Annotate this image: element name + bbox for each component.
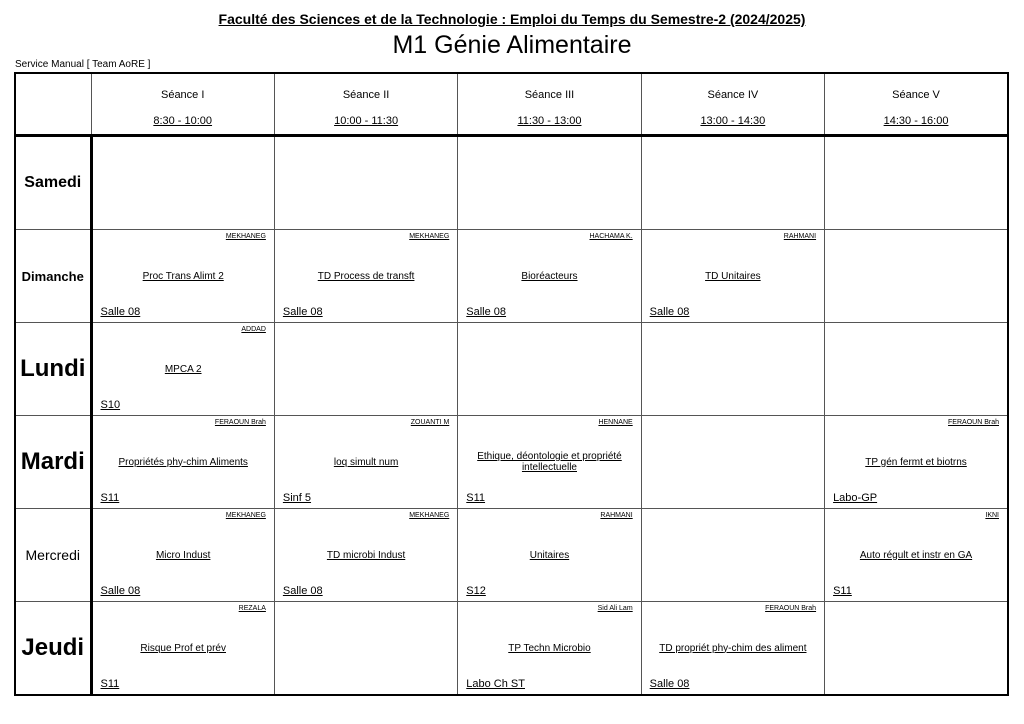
teacher-name: IKNI [985, 512, 999, 519]
slot-cell [274, 509, 457, 602]
slot-cell [274, 416, 457, 509]
teacher-name: RAHMANI [600, 512, 633, 519]
teacher-name: REZALA [238, 605, 266, 612]
course-name: Risque Prof et prév [140, 642, 226, 654]
slot-cell [458, 230, 641, 323]
corner-cell [15, 73, 91, 136]
session-time: 10:00 - 11:30 [334, 115, 399, 127]
slot-cell [825, 230, 1008, 323]
session-header [274, 73, 457, 136]
slot-cell [641, 416, 824, 509]
session-time: 11:30 - 13:00 [517, 115, 582, 127]
room-label: Labo-GP [833, 492, 878, 504]
room-label: S11 [466, 492, 486, 504]
teacher-name: FERAOUN Brah [765, 605, 817, 612]
slot-cell [91, 323, 274, 416]
day-row [15, 509, 1008, 602]
room-label: Salle 08 [100, 306, 141, 318]
day-row [15, 416, 1008, 509]
teacher-name: HENNANE [598, 419, 633, 426]
day-label: Samedi [15, 136, 91, 230]
day-row [15, 323, 1008, 416]
course-name: MPCA 2 [164, 363, 202, 375]
slot-cell [91, 509, 274, 602]
course-name: Bioréacteurs [521, 270, 578, 282]
timetable [14, 72, 1009, 696]
teacher-name: ZOUANTI M [410, 419, 450, 426]
slot-cell [274, 230, 457, 323]
room-label: S12 [466, 585, 486, 597]
session-name: Séance I [160, 89, 205, 101]
teacher-name: Sid Ali Lam [597, 605, 633, 612]
day-row [15, 602, 1008, 696]
day-label: Mardi [15, 416, 91, 509]
session-name: Séance V [892, 89, 940, 101]
room-label: S11 [100, 492, 120, 504]
course-name: TP gén fermt et biotrns [865, 456, 967, 468]
course-name: Micro Indust [155, 549, 211, 561]
course-name: Ethique, déontologie et propriété intellectuelle [477, 451, 622, 473]
session-header [91, 73, 274, 136]
slot-cell [91, 416, 274, 509]
program-title: M1 Génie Alimentaire [392, 31, 632, 59]
day-label: Jeudi [15, 602, 91, 696]
session-name: Séance II [342, 89, 390, 101]
room-label: Salle 08 [100, 585, 141, 597]
slot-cell [91, 136, 274, 230]
session-time: 8:30 - 10:00 [153, 115, 213, 127]
slot-cell [825, 136, 1008, 230]
session-name: Séance III [524, 89, 575, 101]
teacher-name: MEKHANEG [409, 512, 450, 519]
room-label: Salle 08 [649, 678, 690, 690]
course-name: Proc Trans Alimt 2 [142, 270, 224, 282]
day-row [15, 230, 1008, 323]
session-time: 13:00 - 14:30 [700, 115, 766, 127]
slot-cell [274, 136, 457, 230]
slot-cell [274, 602, 457, 696]
room-label: Sinf 5 [282, 492, 312, 504]
slot-cell [825, 416, 1008, 509]
room-label: S10 [100, 399, 121, 411]
slot-cell [641, 136, 824, 230]
course-name: TD Process de transft [317, 270, 415, 282]
document-title: Faculté des Sciences et de la Technologie : Emploi du Temps du Semestre-2 (2024/2025) [218, 11, 806, 27]
session-header [641, 73, 824, 136]
slot-cell [641, 230, 824, 323]
teacher-name: RAHMANI [783, 233, 817, 240]
room-label: S11 [100, 678, 120, 690]
slot-cell [641, 323, 824, 416]
slot-cell [641, 602, 824, 696]
service-label: Service Manual [ Team AoRE ] [15, 59, 151, 70]
course-name: TD microbi Indust [326, 549, 406, 561]
teacher-name: FERAOUN Brah [948, 419, 999, 426]
day-label: Lundi [15, 323, 91, 416]
day-label: Mercredi [15, 509, 91, 602]
room-label: Salle 08 [466, 306, 507, 318]
slot-cell [825, 509, 1008, 602]
slot-cell [458, 416, 641, 509]
course-name: TP Techn Microbio [508, 642, 591, 654]
slot-cell [91, 602, 274, 696]
slot-cell [825, 602, 1008, 696]
teacher-name: MEKHANEG [225, 233, 266, 240]
course-name: loq simult num [333, 456, 399, 468]
session-header-row [15, 73, 1008, 136]
course-name: TD Unitaires [705, 270, 761, 282]
slot-cell [458, 509, 641, 602]
room-label: Salle 08 [282, 306, 323, 318]
course-name: Auto régult et instr en GA [859, 549, 973, 561]
teacher-name: MEKHANEG [225, 512, 266, 519]
slot-cell [91, 230, 274, 323]
day-row [15, 136, 1008, 230]
course-name: Propriétés phy-chim Aliments [118, 456, 248, 468]
slot-cell [641, 509, 824, 602]
room-label: Salle 08 [282, 585, 323, 597]
session-header [458, 73, 641, 136]
slot-cell [458, 602, 641, 696]
course-name: Unitaires [529, 549, 570, 561]
session-header [825, 73, 1008, 136]
teacher-name: MEKHANEG [409, 233, 450, 240]
room-label: Labo Ch ST [466, 678, 525, 690]
room-label: Salle 08 [649, 306, 690, 318]
slot-cell [274, 323, 457, 416]
slot-cell [458, 136, 641, 230]
session-time: 14:30 - 16:00 [883, 115, 949, 127]
session-name: Séance IV [707, 89, 759, 101]
slot-cell [458, 323, 641, 416]
course-name: TD propriét phy-chim des aliment [659, 642, 807, 654]
day-label: Dimanche [15, 230, 91, 323]
teacher-name: FERAOUN Brah [214, 419, 266, 426]
teacher-name: HACHAMA K. [589, 233, 633, 240]
slot-cell [825, 323, 1008, 416]
teacher-name: ADDAD [241, 326, 266, 333]
room-label: S11 [833, 585, 852, 597]
